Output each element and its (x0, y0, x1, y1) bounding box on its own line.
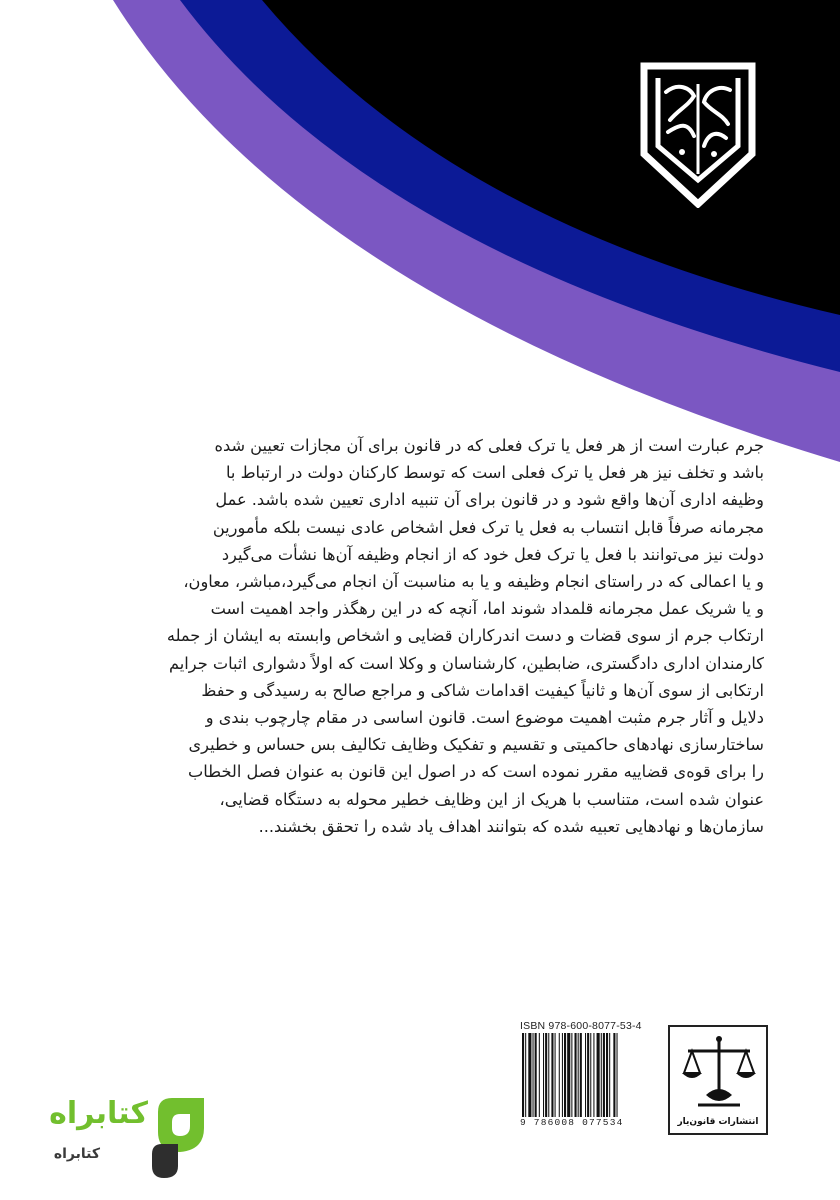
watermark-brand-small: کتابراه (53, 1146, 100, 1162)
barcode-bar (603, 1033, 605, 1117)
scales-of-justice-icon (678, 1033, 760, 1113)
barcode-bar (587, 1033, 589, 1117)
barcode-digits: 9 786008 077534 (520, 1117, 624, 1128)
barcode-bar (597, 1033, 600, 1117)
publisher-logo-box (668, 1025, 768, 1135)
barcode-bar (535, 1033, 537, 1117)
blurb-line: وظیفه اداری آن‌ها واقع شود و در قانون برای آن تنبیه اداری تعیین شده باشد. عمل (215, 490, 764, 510)
blurb-line: مجرمانه صرفاً قابل انتساب به فعل یا ترک فعل اشخاص عادی نیست بلکه مأمورین (212, 517, 764, 537)
blurb-line: و یا شریک عمل مجرمانه قلمداد شوند اما، آنچه که در این رهگذر واجد اهمیت است (210, 599, 764, 619)
barcode-bar (564, 1033, 566, 1117)
barcode-bar (548, 1033, 549, 1117)
back-cover-blurb (78, 432, 764, 840)
barcode-bar (593, 1033, 594, 1117)
barcode-bar (575, 1033, 577, 1117)
blurb-line: دولت نیز می‌توانند با فعل یا ترک فعل خود که از انجام وظیفه آن‌ها نشأت می‌گیرد (221, 544, 764, 564)
blurb-line: باشد و تخلف نیز هر فعل یا ترک فعلی است که توسط کارکنان دولت در ارتباط با (226, 463, 764, 483)
blurb-line: ارتکاب جرم از سوی قضات و دست اندرکاران قضایی و اشخاص وابسته به ایشان از جمله (166, 626, 764, 646)
barcode-bar (528, 1033, 531, 1117)
barcode-bar (533, 1033, 534, 1117)
barcode-bar (559, 1033, 560, 1117)
barcode-bar (590, 1033, 591, 1117)
barcode-bar (562, 1033, 563, 1117)
blurb-line: ساختارسازی نهادهای حاکمیتی و تقسیم و تفکیک وظایف تکالیف بس حساس و خطیری (188, 735, 764, 755)
blurb-line: جرم عبارت است از هر فعل یا ترک فعلی که در قانون برای آن مجازات تعیین شده (214, 436, 764, 455)
barcode-bar (545, 1033, 547, 1117)
barcode-bar (522, 1033, 524, 1117)
barcode-bar (543, 1033, 544, 1117)
blurb-line: دلایل و آثار جرم مثبت اهمیت موضوع است. قانون اساسی در مقام چارچوب بندی و (205, 708, 764, 728)
barcode-bar (601, 1033, 602, 1117)
book-shield-calligraphy-emblem (638, 62, 758, 208)
barcode-bar (567, 1033, 570, 1117)
barcode-bar (555, 1033, 556, 1117)
barcode-bar (613, 1033, 615, 1117)
publisher-name: انتشارات قانون‌یار (677, 1117, 759, 1127)
barcode-bar (578, 1033, 579, 1117)
isbn-label: ISBN 978-600-8077-53-4 (520, 1020, 642, 1032)
blurb-line: سازمان‌ها و نهادهایی تعبیه شده که بتوانند اهداف یاد شده را تحقق بخشند... (258, 816, 764, 836)
barcode-bar (580, 1033, 582, 1117)
barcode-bar (609, 1033, 610, 1117)
blurb-line: کارمندان اداری دادگستری، ضابطین، کارشناسان و وکلا است که اولاً دشواری اثبات جرایم (169, 653, 764, 673)
blurb-line: ارتکابی از سوی آن‌ها و ثانیاً کیفیت اقدامات شاکی و مراجع صالح به رسیدگی و حفظ (201, 680, 764, 700)
blurb-line: عنوان شده است، متناسب با هریک از این وظایف خطیر محوله به دستگاه قضایی، (219, 789, 764, 809)
barcode-bar (551, 1033, 553, 1117)
barcode-bar (606, 1033, 608, 1117)
barcode-bar (617, 1033, 618, 1117)
isbn-barcode (520, 1033, 660, 1117)
kitabrah-watermark (36, 1090, 216, 1190)
barcode-bar (585, 1033, 586, 1117)
barcode-bar (539, 1033, 540, 1117)
blurb-line: و یا اعمالی که در راستای انجام وظیفه و یا به مناسبت آن انجام می‌گیرد،مباشر، معاون، (183, 572, 764, 592)
watermark-brand-large: کتابراه (49, 1096, 148, 1131)
barcode-bar (571, 1033, 572, 1117)
barcode-bar (525, 1033, 526, 1117)
blurb-line: را برای قوه‌ی قضاییه مقرر نموده است که در اصول این قانون به عنوان فصل الخطاب (188, 762, 764, 782)
green-leaf-icon (150, 1092, 212, 1180)
